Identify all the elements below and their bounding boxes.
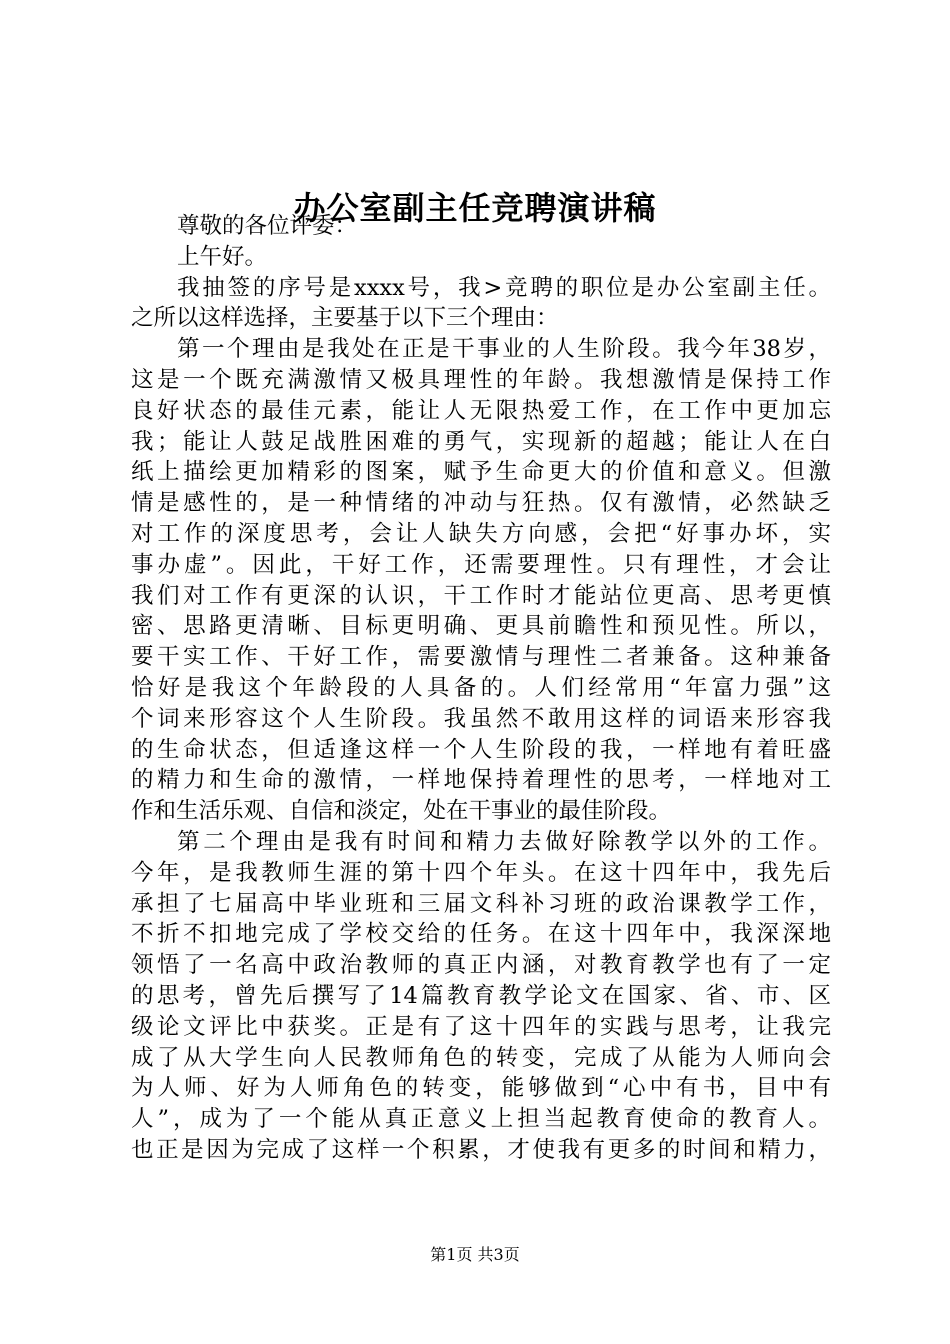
paragraph-line: 的思考，曾先后撰写了14篇教育教学论文在国家、省、市、区 — [131, 982, 831, 1009]
paragraph-line: 尊敬的各位评委： — [177, 213, 358, 239]
paragraph-line: 级论文评比中获奖。正是有了这十四年的实践与思考，让我完 — [131, 1013, 831, 1040]
paragraph-line: 我抽签的序号是xxxx号，我>竞聘的职位是办公室副主任。 — [177, 274, 831, 301]
paragraph-line: 为人师、好为人师角色的转变，能够做到“心中有书，目中有 — [131, 1075, 831, 1102]
paragraph-line: 承担了七届高中毕业班和三届文科补习班的政治课教学工作， — [131, 890, 831, 917]
page-footer: 第1页 共3页 — [430, 1245, 520, 1264]
paragraph-line: 我；能让人鼓足战胜困难的勇气，实现新的超越；能让人在白 — [131, 428, 831, 455]
paragraph-line: 良好状态的最佳元素，能让人无限热爱工作，在工作中更加忘 — [131, 397, 831, 424]
paragraph-line: 密、思路更清晰、目标更明确、更具前瞻性和预见性。所以， — [131, 613, 831, 640]
paragraph-line: 第一个理由是我处在正是干事业的人生阶段。我今年38岁， — [177, 336, 831, 363]
paragraph-line: 的生命状态，但适逢这样一个人生阶段的我，一样地有着旺盛 — [131, 736, 831, 763]
paragraph-line: 上午好。 — [177, 243, 268, 270]
paragraph-line: 作和生活乐观、自信和淡定，处在干事业的最佳阶段。 — [131, 798, 672, 825]
paragraph-line: 人”，成为了一个能从真正意义上担当起教育使命的教育人。 — [131, 1106, 831, 1133]
paragraph-line: 我们对工作有更深的认识，干工作时才能站位更高、思考更慎 — [131, 582, 831, 609]
paragraph-line: 恰好是我这个年龄段的人具备的。人们经常用“年富力强”这 — [131, 674, 831, 701]
paragraph-line: 事办虚”。因此，干好工作，还需要理性。只有理性，才会让 — [131, 551, 831, 578]
paragraph-line: 情是感性的，是一种情绪的冲动与狂热。仅有激情，必然缺乏 — [131, 490, 831, 517]
paragraph-line: 对工作的深度思考，会让人缺失方向感，会把“好事办坏，实 — [131, 520, 831, 547]
paragraph-line: 之所以这样选择，主要基于以下三个理由： — [131, 305, 559, 332]
document-title: 办公室副主任竞聘演讲稿 — [293, 189, 657, 227]
paragraph-line: 这是一个既充满激情又极具理性的年龄。我想激情是保持工作 — [131, 366, 831, 393]
paragraph-line: 成了从大学生向人民教师角色的转变，完成了从能为人师向会 — [131, 1044, 831, 1071]
paragraph-line: 个词来形容这个人生阶段。我虽然不敢用这样的词语来形容我 — [131, 705, 831, 732]
paragraph-line: 纸上描绘更加精彩的图案，赋予生命更大的价值和意义。但激 — [131, 459, 831, 486]
paragraph-line: 第二个理由是我有时间和精力去做好除教学以外的工作。 — [177, 828, 831, 855]
paragraph-line: 领悟了一名高中政治教师的真正内涵，对教育教学也有了一定 — [131, 952, 831, 979]
paragraph-line: 的精力和生命的激情，一样地保持着理性的思考，一样地对工 — [131, 767, 831, 794]
paragraph-line: 不折不扣地完成了学校交给的任务。在这十四年中，我深深地 — [131, 921, 831, 948]
paragraph-line: 也正是因为完成了这样一个积累，才使我有更多的时间和精力， — [131, 1136, 831, 1163]
paragraph-line: 今年，是我教师生涯的第十四个年头。在这十四年中，我先后 — [131, 859, 831, 886]
document-body — [131, 211, 831, 1166]
paragraph-line: 要干实工作、干好工作，需要激情与理性二者兼备。这种兼备 — [131, 644, 831, 671]
